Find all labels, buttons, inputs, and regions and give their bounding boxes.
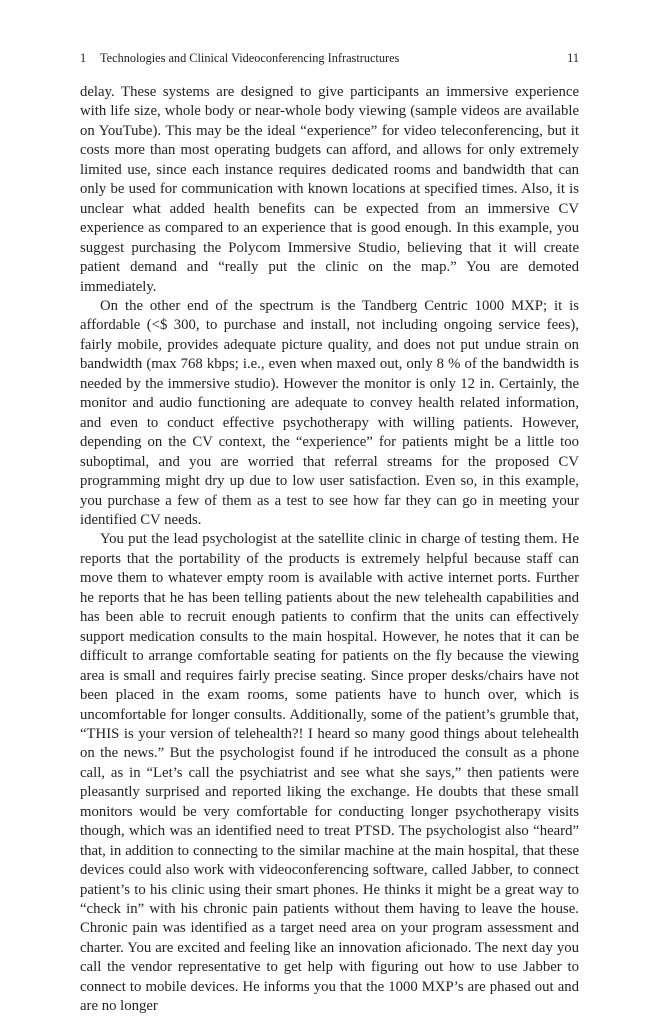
paragraph-1: delay. These systems are designed to give participants an immersive experience with life size, whole body or near-whole body viewing (sample videos are available on YouTube). This may be the ideal “experience” for video teleconferencing, but it costs more than most operating budgets can afford, and allows for only extremely limited use, since each instance requires dedicated rooms and bandwidth that can only be used for communication with known locations at specified times. Also, it is unclear what added health benefits can be expected from an immersive CV experience as compared to an experience that is good enough. In this example, you suggest purchasing the Polycom Immersive Studio, believing that it will create patient demand and “really put the clinic on the map.” You are demoted immediately.	[80, 84, 579, 295]
paragraph-2: On the other end of the spectrum is the Tandberg Centric 1000 MXP; it is affordable (<$ 300, to purchase and install, not including ongoing service fees), fairly mobile, provides adequate picture quality, and does not put undue strain on bandwidth (max 768 kbps; i.e., even when maxed out, only 8 % of the bandwidth is needed by the immersive studio). However the monitor is only 12 in. Certainly, the monitor and audio functioning are adequate to convey health related information, and even to conduct effective psychotherapy with willing patients. However, depending on the CV context, the “experience” for patients might be a little too suboptimal, and you are worried that referral streams for the proposed CV programming might dry up due to low user satisfaction. Even so, in this example, you purchase a few of them as a test to see how far they can go in meeting your identified CV needs.	[80, 297, 579, 528]
running-header	[80, 50, 579, 66]
paragraph-3: You put the lead psychologist at the satellite clinic in charge of testing them. He reports that the portability of the products is extremely helpful because staff can move them to whatever empty room is available with active internet ports. Further he reports that he has been telling patients about the new telehealth capabilities and has been able to recruit enough patients to confirm that the units can effectively support medication consults to the main hospital. However, he notes that it can be difficult to arrange comfortable seating for patients on the fly because the viewing area is small and requires fairly precise seating. Since proper desks/chairs have not been placed in the exam rooms, some patients have to hunch over, which is uncomfortable for longer consults. Additionally, some of the patient’s grumble that, “THIS is your version of telehealth?! I heard so many good things about telehealth on the news.” But the psychologist found if he introduced the consult as a phone call, as in “Let’s call the psychiatrist and see what she says,” then patients were pleasantly surprised and reported liking the exchange. He doubts that these small monitors would be very comfortable for conducting longer psychotherapy visits though, which was an identified need to treat PTSD. The psychologist also “heard” that, in addition to connecting to the similar machine at the main hospital, that these devices could also work with videoconferencing software, called Jabber, to connect patient’s to his clinic using their smart phones. He thinks it might be a great way to “check in” with his chronic pain patients without them having to leave the house. Chronic pain was identified as a target need area on your program assessment and charter. You are excited and feeling like an innovation aficionado. The next day you call the vendor representative to get help with figuring out how to use Jabber to connect to mobile devices. He informs you that the 1000 MXP’s are phased out and are no longer	[80, 531, 579, 1015]
chapter-number: 1	[80, 51, 87, 65]
page-number: 11	[567, 51, 579, 65]
chapter-title: Technologies and Clinical Videoconferencing Infrastructures	[100, 51, 400, 65]
body-text	[80, 83, 579, 1017]
